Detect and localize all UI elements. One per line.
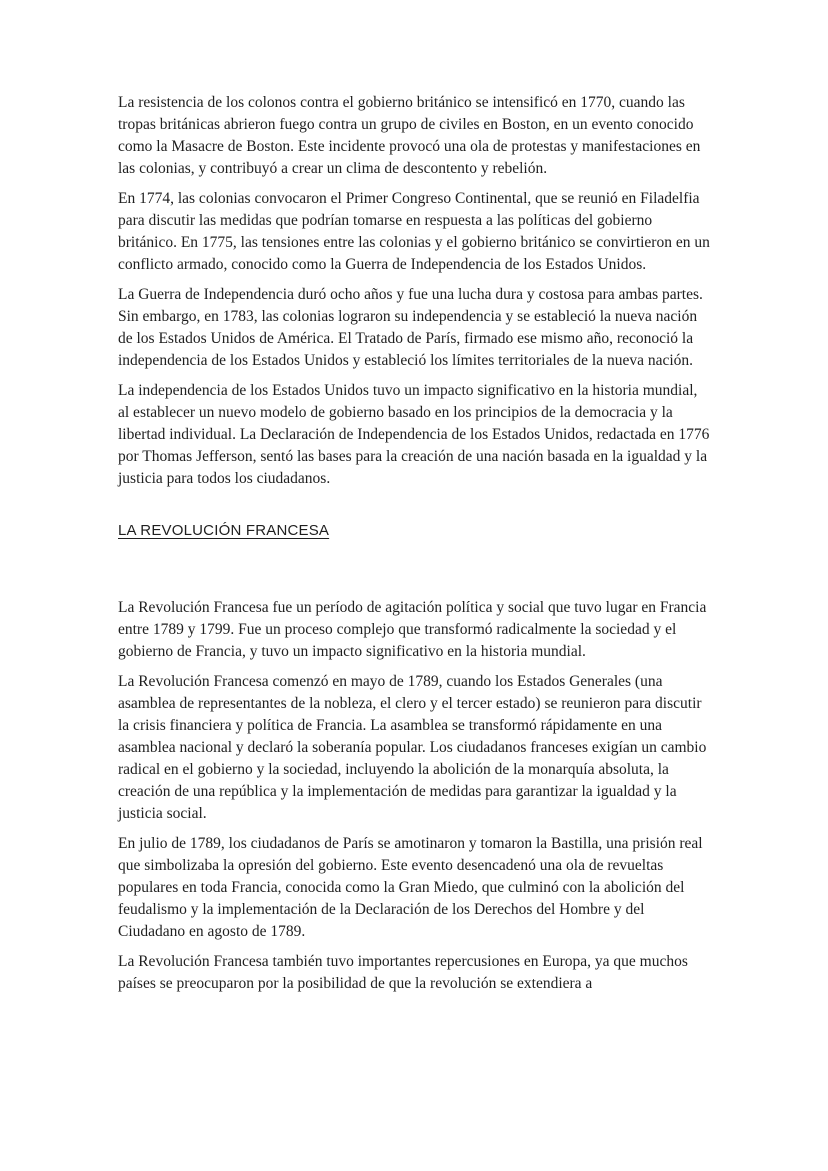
document-content [118,92,712,1003]
paragraph: La Revolución Francesa fue un período de agitación política y social que tuvo lugar en Francia entre 1789 y 1799. Fue un proceso complejo que transformó radicalmente la sociedad y el gobierno de Francia, y tuvo un impacto significativo en la historia mundial. [118,599,707,660]
paragraph: La resistencia de los colonos contra el gobierno británico se intensificó en 1770, cuando las tropas británicas abrieron fuego contra un grupo de civiles en Boston, en un evento conocido como la Masacre de Boston. Este incidente provocó una ola de protestas y manifestaciones en las colonias, y contribuyó a crear un clima de descontento y rebelión. [118,94,701,177]
paragraph: La Revolución Francesa comenzó en mayo de 1789, cuando los Estados Generales (una asamblea de representantes de la nobleza, el clero y el tercer estado) se reunieron para discutir la crisis financiera y política de Francia. La asamblea se transformó rápidamente en una asamblea nacional y declaró la soberanía popular. Los ciudadanos franceses exigían un cambio radical en el gobierno y la sociedad, incluyendo la abolición de la monarquía absoluta, la creación de una república y la implementación de medidas para garantizar la igualdad y la justicia social. [118,673,707,822]
paragraph: La Guerra de Independencia duró ocho años y fue una lucha dura y costosa para ambas partes. Sin embargo, en 1783, las colonias lograron su independencia y se estableció la nueva nación de los Estados Unidos de América. El Tratado de París, firmado ese mismo año, reconoció la independencia de los Estados Unidos y estableció los límites territoriales de la nueva nación. [118,286,703,369]
section-heading: LA REVOLUCIÓN FRANCESA [118,522,330,539]
paragraph: En julio de 1789, los ciudadanos de París se amotinaron y tomaron la Bastilla, una prisión real que simbolizaba la opresión del gobierno. Este evento desencadenó una ola de revueltas populares en toda Francia, conocida como la Gran Miedo, que culminó con la abolición del feudalismo y la implementación de la Declaración de los Derechos del Hombre y del Ciudadano en agosto de 1789. [118,835,703,940]
paragraph: La Revolución Francesa también tuvo importantes repercusiones en Europa, ya que muchos países se preocuparon por la posibilidad de que la revolución se extendiera a [118,953,688,992]
paragraph: La independencia de los Estados Unidos tuvo un impacto significativo en la historia mundial, al establecer un nuevo modelo de gobierno basado en los principios de la democracia y la libertad individual. La Declaración de Independencia de los Estados Unidos, redactada en 1776 por Thomas Jefferson, sentó las bases para la creación de una nación basada en la igualdad y la justicia para todos los ciudadanos. [118,382,710,487]
paragraph: En 1774, las colonias convocaron el Primer Congreso Continental, que se reunió en Filadelfia para discutir las medidas que podrían tomarse en respuesta a las políticas del gobierno británico. En 1775, las tensiones entre las colonias y el gobierno británico se convirtieron en un conflicto armado, conocido como la Guerra de Independencia de los Estados Unidos. [118,190,710,273]
